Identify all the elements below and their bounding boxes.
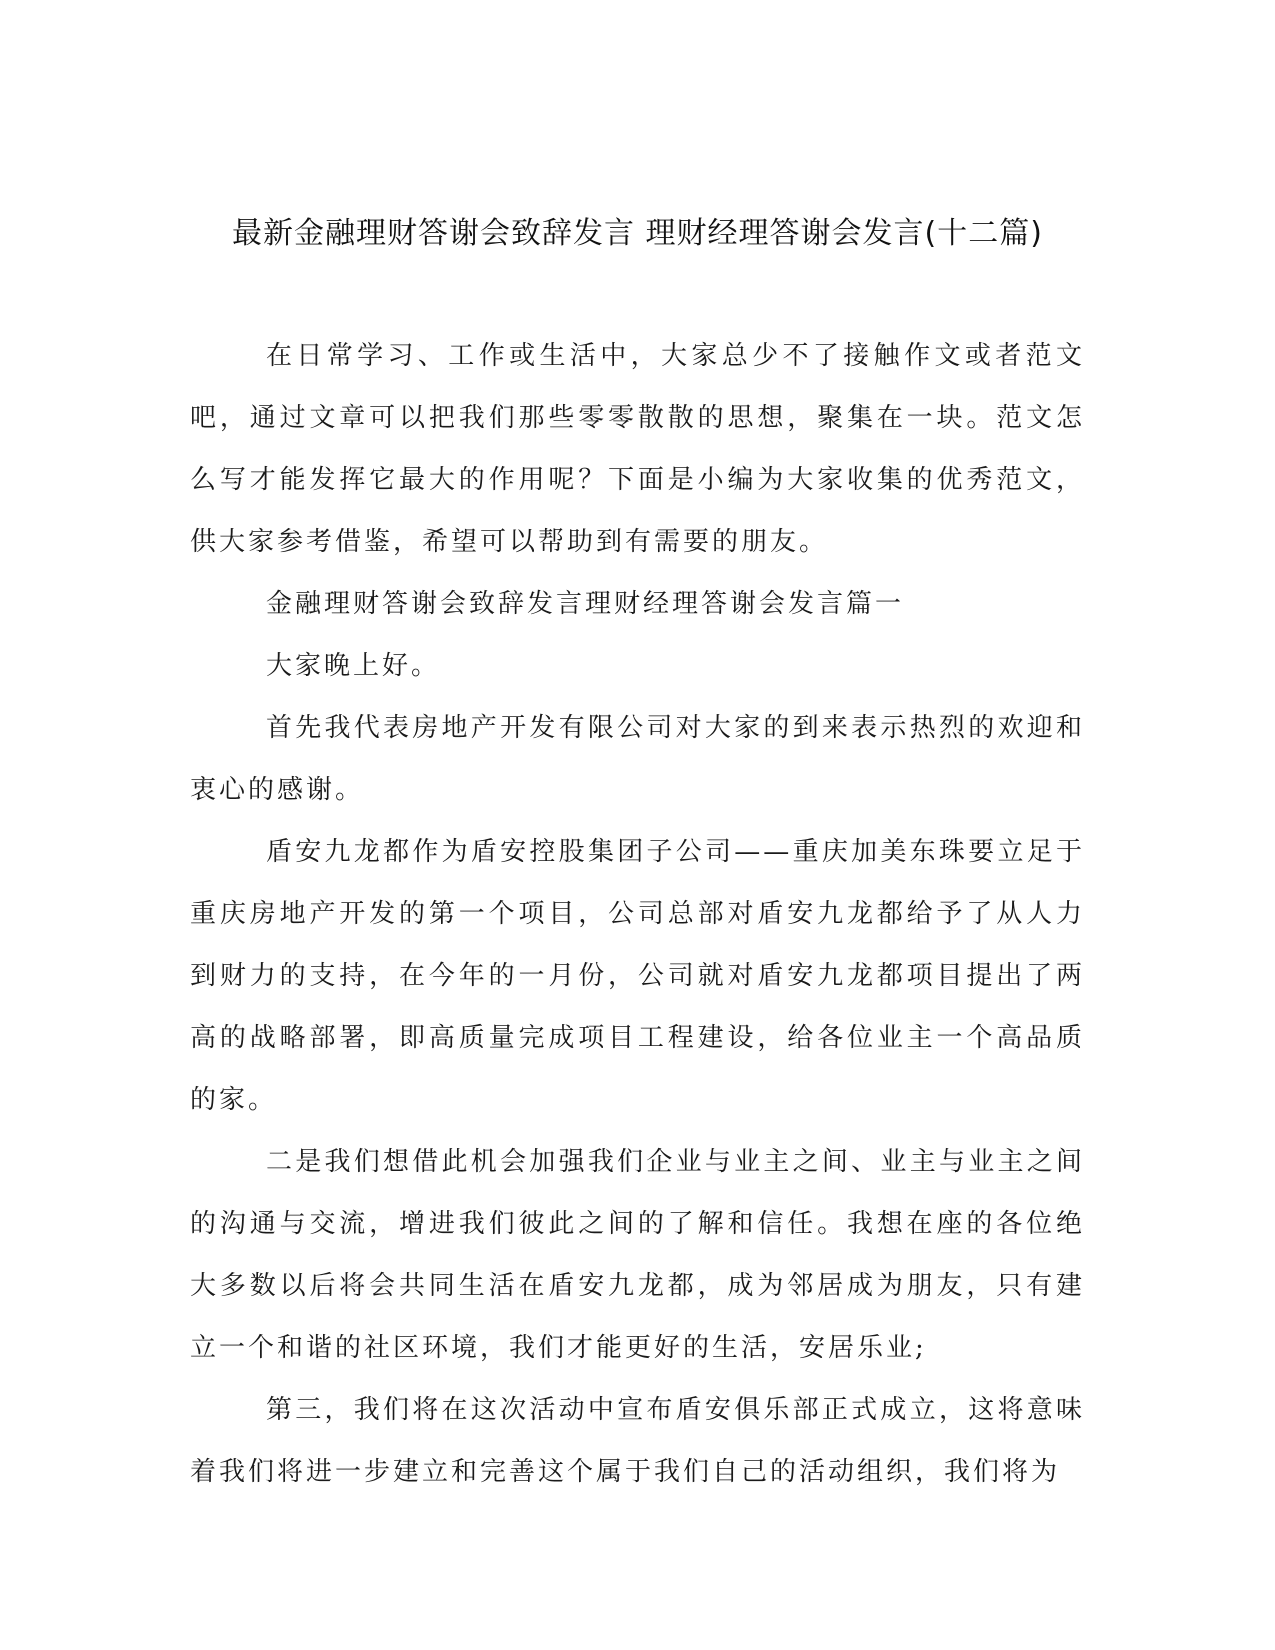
document-title: 最新金融理财答谢会致辞发言 理财经理答谢会发言(十二篇) [232,216,1043,251]
paragraph-section-heading: 金融理财答谢会致辞发言理财经理答谢会发言篇一 [266,589,905,619]
paragraph-project: 盾安九龙都作为盾安控股集团子公司——重庆加美东珠要立足于重庆房地产开发的第一个项目，公司总部对盾安九龙都给予了从人力到财力的支持，在今年的一月份，公司就对盾安九龙都项目提出了两高的战略部署，即高质量完成项目工程建设，给各位业主一个高品质的家。 [190,837,1085,1115]
paragraph-greeting: 大家晚上好。 [266,651,441,681]
paragraph-welcome: 首先我代表房地产开发有限公司对大家的到来表示热烈的欢迎和衷心的感谢。 [190,713,1085,805]
document-body [190,325,1085,1503]
paragraph-intro: 在日常学习、工作或生活中，大家总少不了接触作文或者范文吧，通过文章可以把我们那些零零散散的思想，聚集在一块。范文怎么写才能发挥它最大的作用呢？下面是小编为大家收集的优秀范文，供大家参考借鉴，希望可以帮助到有需要的朋友。 [190,341,1085,557]
paragraph-communication: 二是我们想借此机会加强我们企业与业主之间、业主与业主之间的沟通与交流，增进我们彼此之间的了解和信任。我想在座的各位绝大多数以后将会共同生活在盾安九龙都，成为邻居成为朋友，只有建立一个和谐的社区环境，我们才能更好的生活，安居乐业; [190,1147,1085,1363]
paragraph-club: 第三，我们将在这次活动中宣布盾安俱乐部正式成立，这将意味着我们将进一步建立和完善这个属于我们自己的活动组织，我们将为 [190,1395,1085,1487]
